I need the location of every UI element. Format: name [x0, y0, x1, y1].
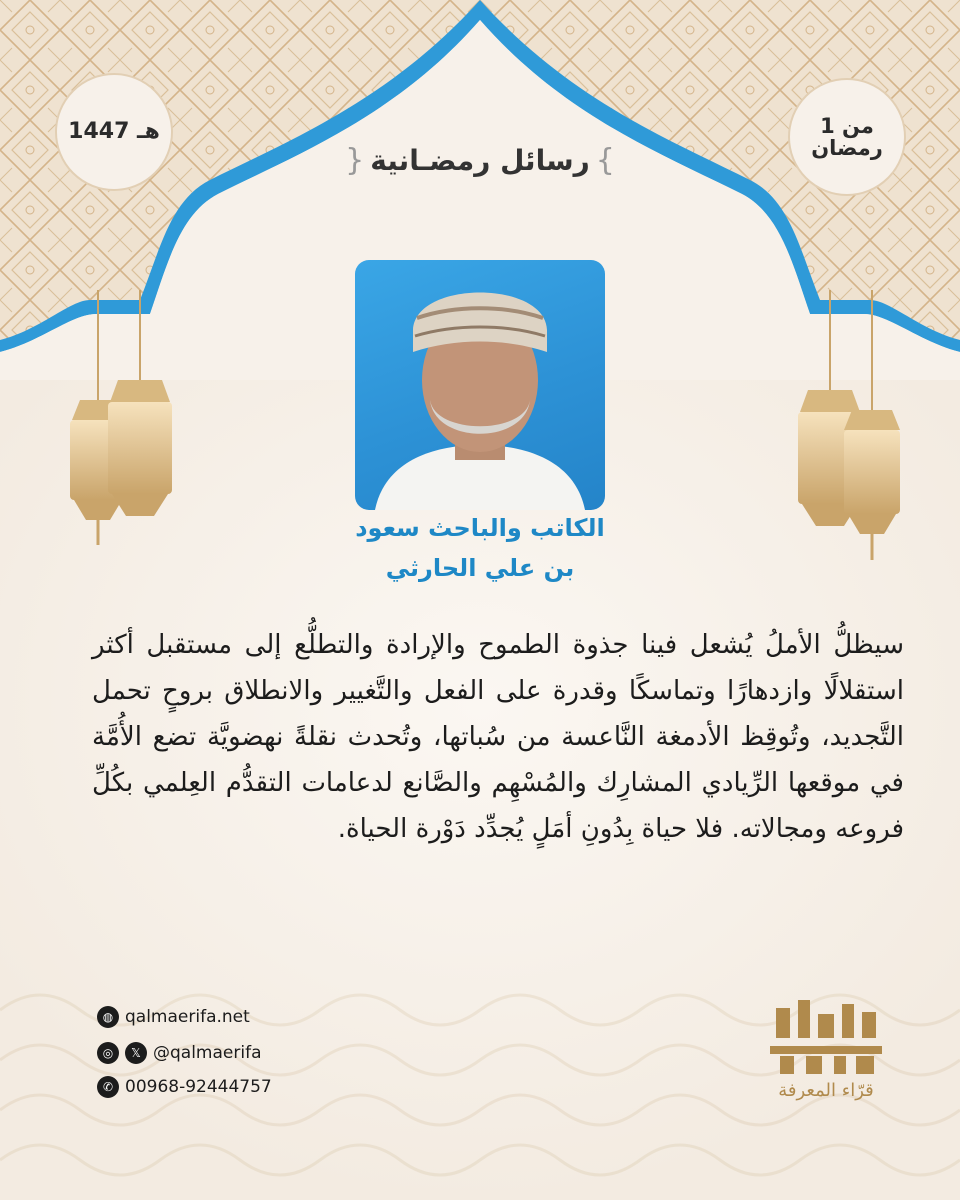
author-name-line2: بن علي الحارثي — [385, 554, 575, 582]
website-contact[interactable] — [97, 1006, 250, 1028]
author-name-line1: الكاتب والباحث سعود — [355, 514, 605, 542]
hijri-year-badge — [55, 73, 173, 191]
social-contact[interactable] — [97, 1042, 261, 1064]
bracket-left-icon: { — [345, 142, 365, 178]
ramadan-day-line2: رمضان — [811, 136, 883, 160]
brand-logo — [756, 1000, 896, 1110]
phone-icon: ✆ — [97, 1076, 119, 1098]
author-name — [280, 508, 680, 588]
ramadan-day-line1: 1 من — [820, 113, 874, 138]
website-text: qalmaerifa.net — [125, 1007, 250, 1027]
page-title — [330, 138, 630, 182]
bracket-right-icon: } — [595, 142, 615, 178]
message-text: سيظلُّ الأملُ يُشعل فينا جذوة الطموح والإرادة والتطلُّع إلى مستقبل أكثر استقلالًا وازدهارًا وتماسكًا وقدرة على الفعل والتَّغيير والانطلاق بروحٍ تحمل التَّجديد، وتُوقِظ الأدمغة النَّاعسة من سُباتها، وتُحدث نقلةً نهضويَّة تضع الأُمَّة في موقعها الرِّيادي المشارِك والمُسْهِم والصَّانع لدعامات التقدُّم العِلمي بكُلِّ فروعه ومجالاته. فلا حياة بِدُونِ أمَلٍ يُجدِّد دَوْرة الحياة. — [92, 630, 904, 844]
ramadan-day-badge — [788, 78, 906, 196]
brand-logo-caption: قرّاء المعرفة — [778, 1080, 874, 1101]
x-icon: 𝕏 — [125, 1042, 147, 1064]
instagram-icon: ◎ — [97, 1042, 119, 1064]
social-handle-text: @qalmaerifa — [153, 1043, 262, 1063]
phone-contact[interactable] — [97, 1076, 272, 1098]
page-title-text: رسائل رمضـانية — [370, 143, 590, 177]
globe-icon: ◍ — [97, 1006, 119, 1028]
hijri-year-text: 1447 هـ — [68, 119, 160, 145]
phone-text: 00968-92444757 — [125, 1077, 272, 1097]
author-photo — [355, 260, 605, 510]
brand-logo-icon — [756, 1000, 896, 1078]
